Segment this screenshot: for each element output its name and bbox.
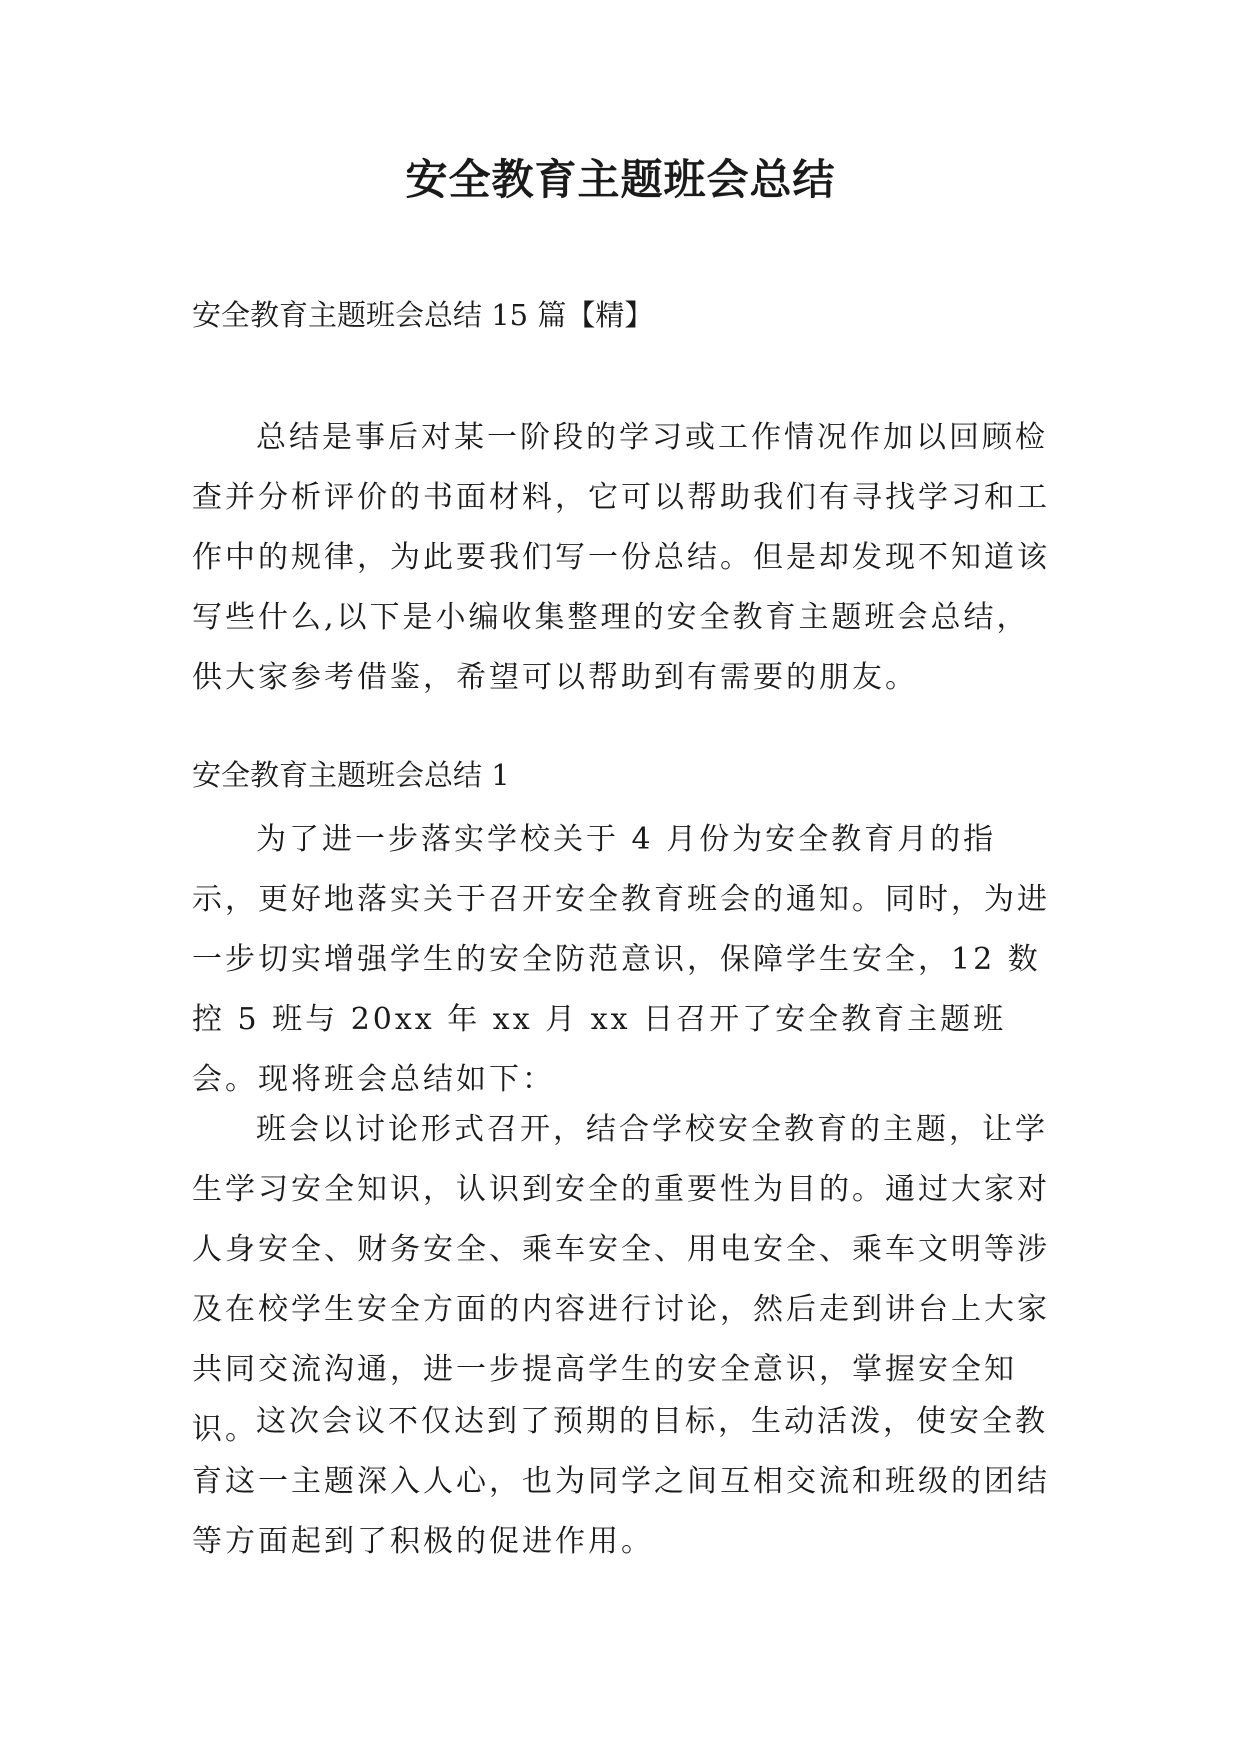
- intro-paragraph: 总结是事后对某一阶段的学习或工作情况作加以回顾检查并分析评价的书面材料，它可以帮助我们有寻找学习和工作中的规律，为此要我们写一份总结。但是却发现不知道该写些什么,以下是小编收集整理的安全教育主题班会总结，供大家参考借鉴，希望可以帮助到有需要的朋友。: [192, 420, 1050, 695]
- body-paragraph: 这次会议不仅达到了预期的目标，生动活泼，使安全教育这一主题深入人心，也为同学之间互相交流和班级的团结等方面起到了积极的促进作用。: [192, 1404, 1050, 1559]
- section-heading: 安全教育主题班会总结 1: [192, 758, 510, 792]
- body-paragraph: 为了进一步落实学校关于 4 月份为安全教育月的指示，更好地落实关于召开安全教育班会的通知。同时，为进一步切实增强学生的安全防范意识，保障学生安全，12 数控 5 班与 20xx 年 xx 月 xx 日召开了安全教育主题班会。现将班会总结如下：: [192, 822, 1050, 1097]
- document-subtitle: 安全教育主题班会总结 15 篇【精】: [192, 298, 654, 332]
- document-title: 安全教育主题班会总结: [405, 155, 836, 204]
- body-paragraph: 班会以讨论形式召开，结合学校安全教育的主题，让学生学习安全知识，认识到安全的重要性为目的。通过大家对人身安全、财务安全、乘车安全、用电安全、乘车文明等涉及在校学生安全方面的内容进行讨论，然后走到讲台上大家共同交流沟通，进一步提高学生的安全意识，掌握安全知识。: [192, 1112, 1050, 1447]
